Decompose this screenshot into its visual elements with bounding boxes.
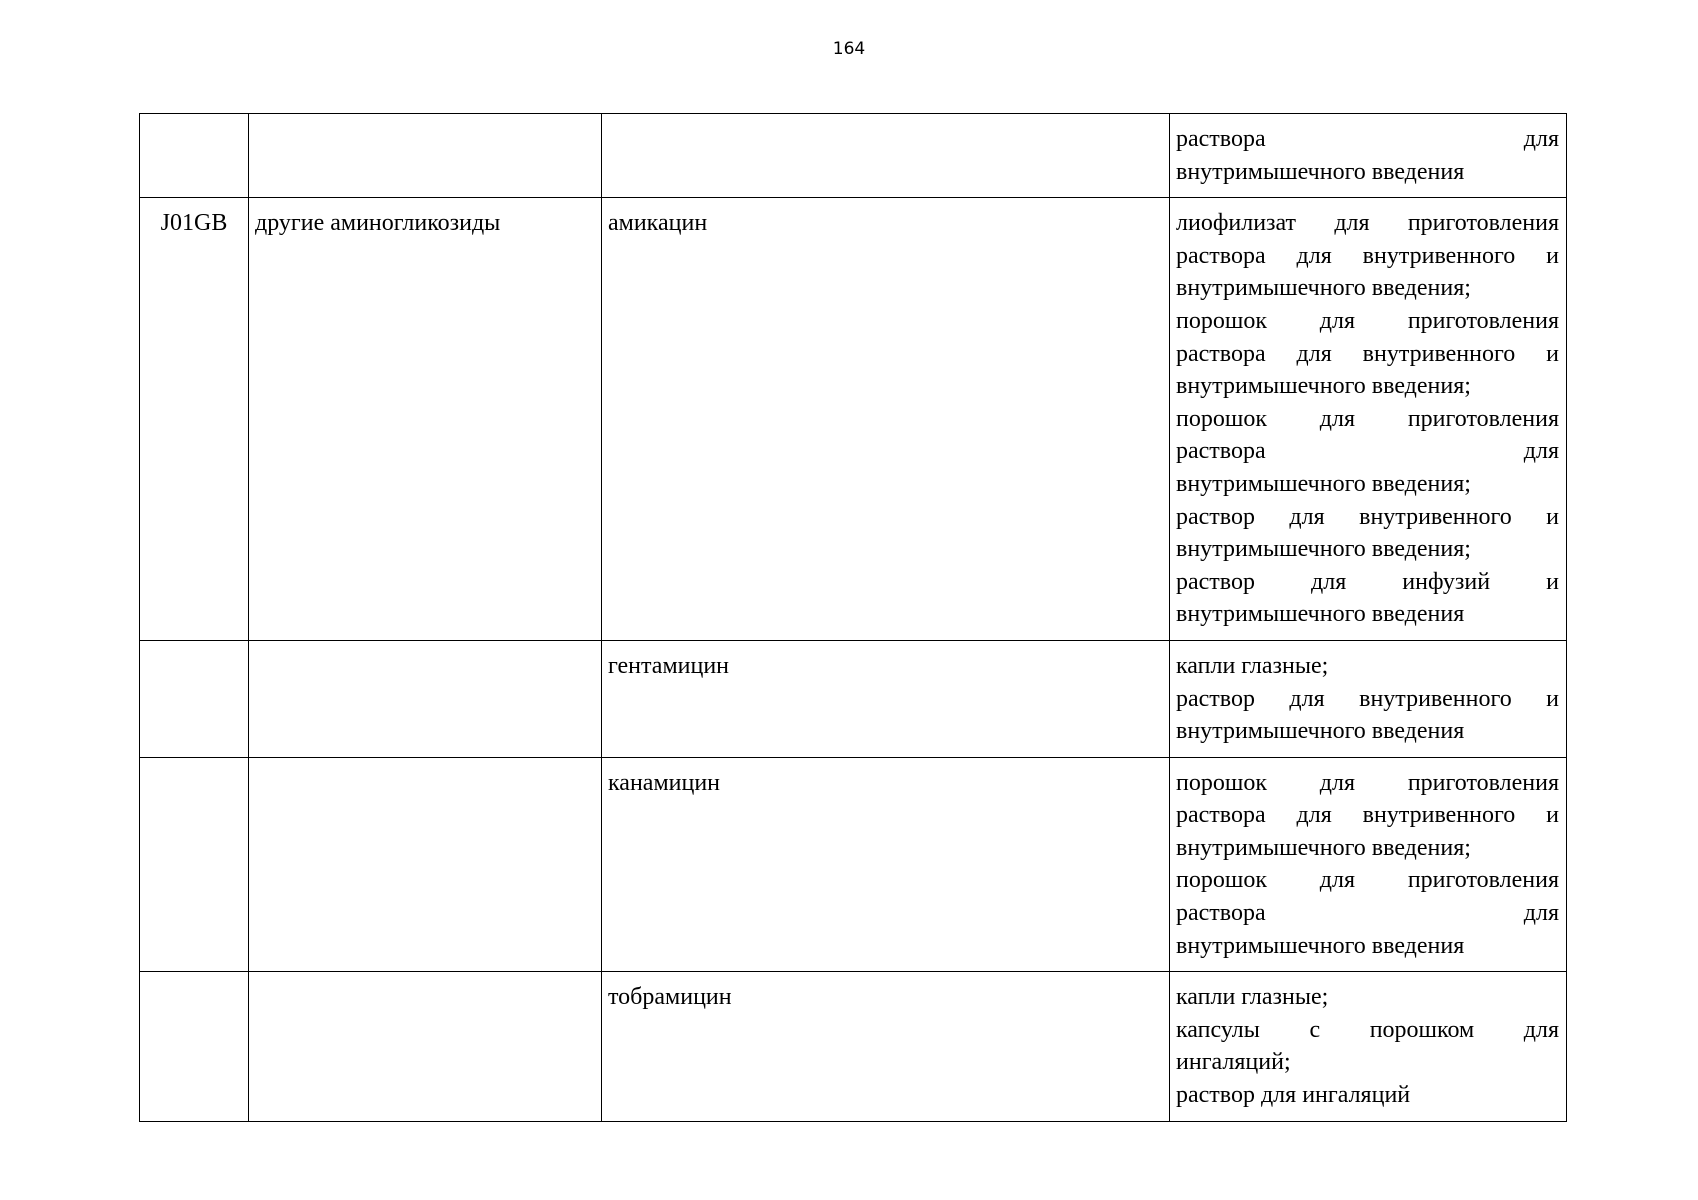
dosage-form-cell <box>1170 972 1567 1121</box>
atc-code-cell <box>140 972 249 1121</box>
dosage-form-line: внутримышечного введения; <box>1176 275 1471 302</box>
dosage-form-line: раствор для внутривенного и <box>1176 685 1559 712</box>
drug-name-cell: амикацин <box>602 198 1170 641</box>
atc-code-cell <box>140 114 249 198</box>
dosage-form-line: лиофилизат для приготовления <box>1176 210 1559 237</box>
table-row <box>140 757 1567 972</box>
group-name-cell: другие аминогликозиды <box>249 198 602 641</box>
drug-name-cell: канамицин <box>602 757 1170 972</box>
page-number: 164 <box>832 39 866 59</box>
dosage-form-line: капли глазные; <box>1176 652 1329 679</box>
dosage-form-line: раствор для внутривенного и <box>1176 503 1559 530</box>
drug-name-cell: гентамицин <box>602 640 1170 757</box>
dosage-form-cell <box>1170 198 1567 641</box>
dosage-form-line: раствор для ингаляций <box>1176 1082 1411 1109</box>
dosage-form-line: капли глазные; <box>1176 984 1329 1011</box>
dosage-form-line: внутримышечного введения; <box>1176 834 1471 861</box>
dosage-form-line: порошок для приготовления <box>1176 405 1559 432</box>
dosage-form-line: раствора для <box>1176 126 1559 152</box>
table-row <box>140 640 1567 757</box>
dosage-form-line: раствор для инфузий и <box>1176 568 1559 595</box>
group-name-cell <box>249 114 602 198</box>
table-body <box>140 114 1567 1122</box>
dosage-form-line: порошок для приготовления <box>1176 769 1559 796</box>
dosage-form-line: порошок для приготовления <box>1176 867 1559 894</box>
dosage-form-line: внутримышечного введения; <box>1176 536 1471 563</box>
dosage-form-line: ингаляций; <box>1176 1049 1291 1076</box>
drug-name-cell <box>602 114 1170 198</box>
atc-code-cell: J01GB <box>140 198 249 641</box>
table-row <box>140 972 1567 1121</box>
dosage-form-cell <box>1170 114 1567 198</box>
atc-code-cell <box>140 757 249 972</box>
dosage-form-line: внутримышечного введения <box>1176 718 1465 745</box>
dosage-form-line: внутримышечного введения <box>1176 932 1465 959</box>
dosage-form-line: раствора для внутривенного и <box>1176 802 1559 829</box>
dosage-form-line: внутримышечного введения; <box>1176 373 1471 400</box>
group-name-cell <box>249 640 602 757</box>
group-name-cell <box>249 757 602 972</box>
table-row <box>140 198 1567 641</box>
dosage-form-line: раствора для внутривенного и <box>1176 340 1559 367</box>
dosage-form-cell <box>1170 640 1567 757</box>
table-row <box>140 114 1567 198</box>
drug-name-cell: тобрамицин <box>602 972 1170 1121</box>
dosage-form-line: внутримышечного введения <box>1176 158 1465 185</box>
atc-code-cell <box>140 640 249 757</box>
dosage-form-cell <box>1170 757 1567 972</box>
group-name-cell <box>249 972 602 1121</box>
dosage-form-line: капсулы с порошком для <box>1176 1016 1559 1043</box>
dosage-form-line: внутримышечного введения <box>1176 601 1465 628</box>
dosage-form-line: раствора для <box>1176 438 1559 465</box>
dosage-form-line: раствора для внутривенного и <box>1176 242 1559 269</box>
dosage-form-line: внутримышечного введения; <box>1176 470 1471 497</box>
drug-table <box>139 113 1567 1122</box>
dosage-form-line: раствора для <box>1176 900 1559 927</box>
dosage-form-line: порошок для приготовления <box>1176 307 1559 334</box>
